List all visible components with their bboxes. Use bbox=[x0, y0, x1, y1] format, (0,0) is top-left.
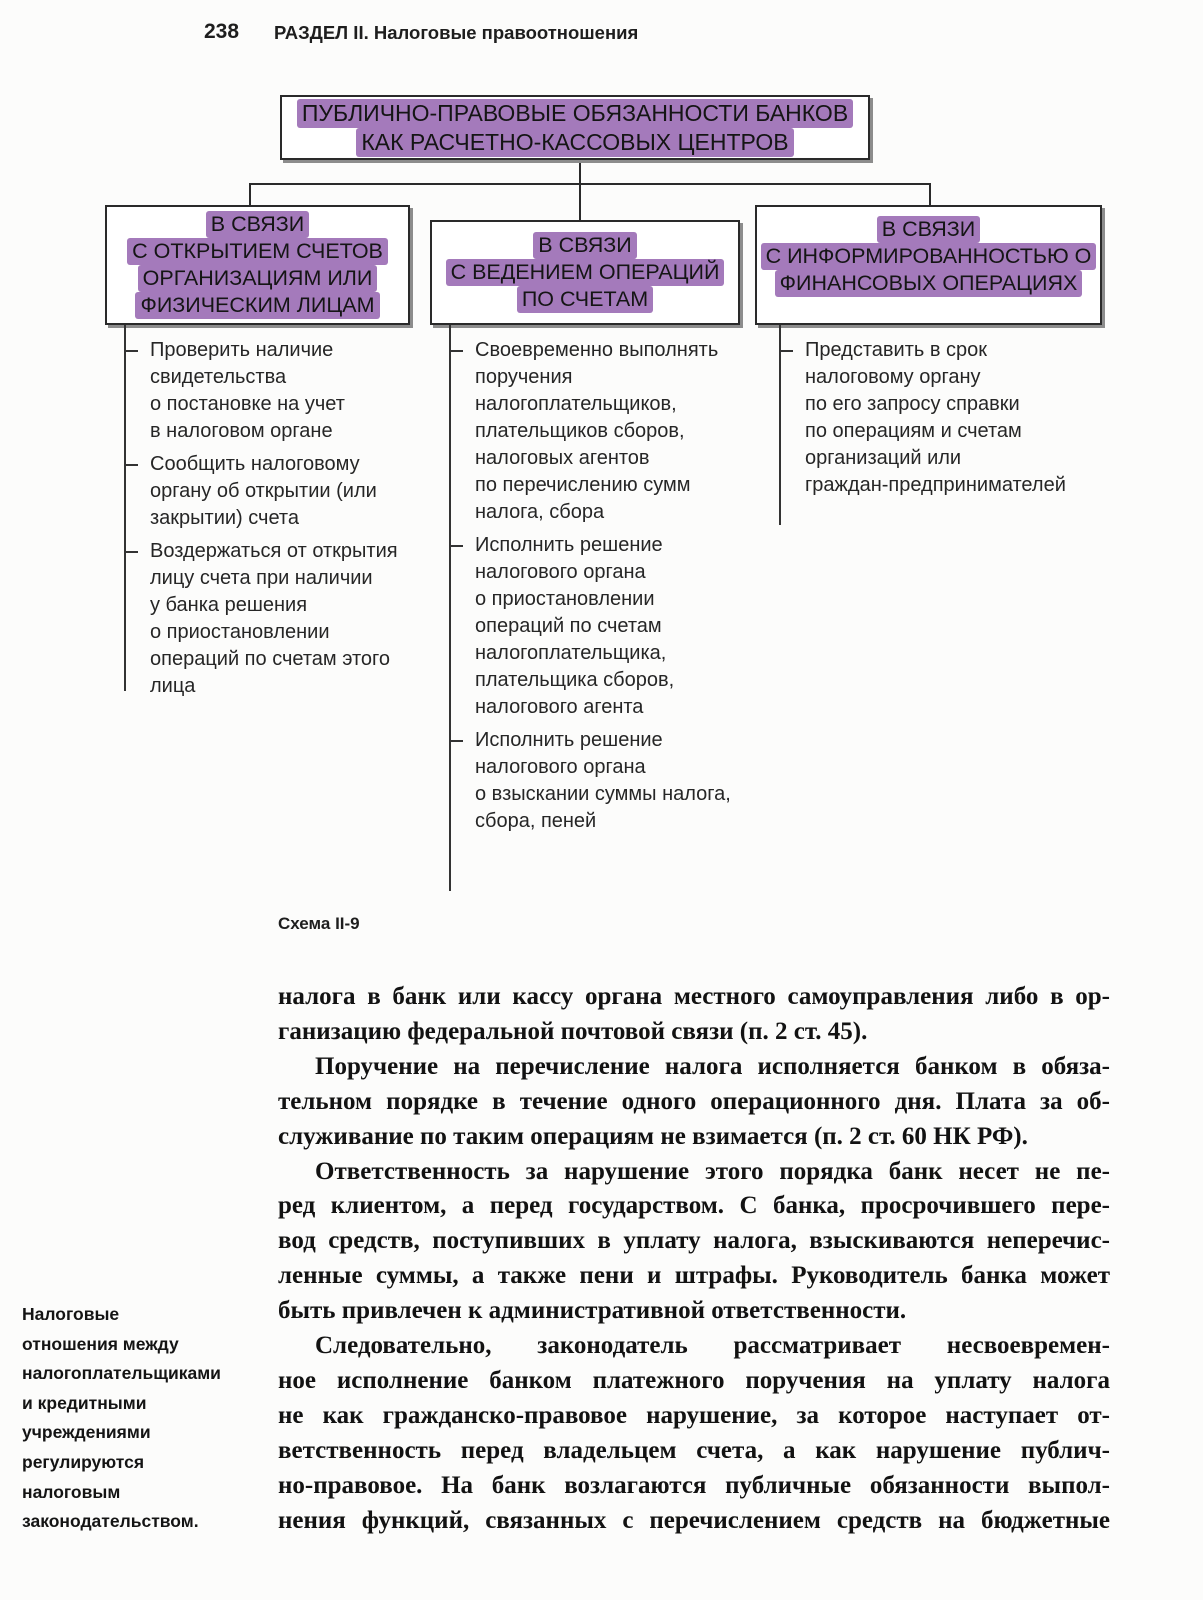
margin-note-line: регулируются bbox=[22, 1451, 145, 1472]
duty-item-line: плательщика сборов, bbox=[475, 669, 675, 691]
duty-item-line: поручения bbox=[475, 366, 573, 388]
body-text-line: ветственность перед владельцем счета, а как нарушение публич- bbox=[278, 1436, 1110, 1464]
duty-item-line: о приостановлении bbox=[475, 588, 655, 610]
body-text-line: ленные суммы, а также пени и штрафы. Руководитель банка может bbox=[278, 1262, 1110, 1290]
branch-box-account-operations bbox=[430, 220, 740, 325]
diagram-root-box bbox=[280, 95, 870, 160]
root-title-line: КАК РАСЧЕТНО-КАССОВЫХ ЦЕНТРОВ bbox=[356, 128, 793, 157]
duty-item-line: по его запросу справки bbox=[805, 393, 1020, 415]
duty-item-line: налоговому органу bbox=[805, 366, 981, 388]
item-dash bbox=[779, 350, 793, 352]
margin-note-line: Налоговые bbox=[22, 1304, 120, 1324]
body-text-line: Поручение на перечисление налога исполняется банком в обяза- bbox=[315, 1052, 1110, 1080]
duty-item-line: организаций или bbox=[805, 447, 962, 469]
duty-item-line: налогоплательщика, bbox=[475, 642, 667, 664]
diagram-caption: Схема II-9 bbox=[278, 914, 360, 933]
branch-title-line: В СВЯЗИ bbox=[877, 216, 980, 243]
branch-title-line: ПО СЧЕТАМ bbox=[517, 286, 653, 313]
duty-item-line: операций по счетам bbox=[475, 615, 662, 637]
duty-item-line: Воздержаться от открытия bbox=[150, 540, 398, 562]
body-text-line: не как гражданско-правовое нарушение, за которое наступает от- bbox=[278, 1401, 1110, 1429]
item-dash bbox=[449, 740, 463, 742]
duty-item-line: налоговых агентов bbox=[475, 447, 650, 469]
margin-note bbox=[22, 1300, 221, 1537]
duty-item-line: Исполнить решение bbox=[475, 534, 663, 556]
body-text-line: Следовательно, законодатель рассматривает несвоевремен- bbox=[315, 1332, 1110, 1360]
duty-item-line: свидетельства bbox=[150, 366, 287, 388]
duty-item-line: о постановке на учет bbox=[150, 393, 345, 415]
body-text-line: но-правовое. На банк возлагаются публичные обязанности выпол- bbox=[278, 1471, 1110, 1499]
item-dash bbox=[124, 551, 138, 553]
branch-title-line: ФИЗИЧЕСКИМ ЛИЦАМ bbox=[135, 292, 379, 319]
duty-item-line: у банка решения bbox=[150, 594, 308, 616]
branch-title-line: В СВЯЗИ bbox=[206, 211, 309, 238]
body-text-line: ганизацию федеральной почтовой связи (п. 2 ст. 45). bbox=[278, 1017, 868, 1045]
branch-title-line: С ВЕДЕНИЕМ ОПЕРАЦИЙ bbox=[446, 259, 725, 286]
duties-list-account-opening bbox=[124, 325, 398, 697]
branch-box-account-opening bbox=[105, 205, 410, 325]
branch-title-line: ОРГАНИЗАЦИЯМ ИЛИ bbox=[138, 265, 378, 292]
margin-note-line: налоговым bbox=[22, 1481, 121, 1502]
duty-item-line: Своевременно выполнять bbox=[475, 339, 719, 361]
item-dash bbox=[124, 350, 138, 352]
duty-item bbox=[126, 451, 398, 532]
duty-item-line: закрытии) счета bbox=[150, 507, 299, 529]
duty-item bbox=[451, 727, 731, 835]
duty-item bbox=[126, 337, 398, 445]
margin-note-line: учреждениями bbox=[22, 1422, 151, 1443]
body-text bbox=[278, 980, 1110, 1539]
duty-item bbox=[451, 337, 731, 526]
body-text-line: быть привлечен к административной ответственности. bbox=[278, 1297, 907, 1325]
duty-item-line: Проверить наличие bbox=[150, 339, 334, 361]
duty-item-line: о взыскании суммы налога, bbox=[475, 783, 731, 805]
duty-item-line: лица bbox=[150, 675, 196, 697]
duty-item-line: о приостановлении bbox=[150, 621, 330, 643]
duty-item-line: граждан-предпринимателей bbox=[805, 474, 1066, 496]
duties-list-account-operations bbox=[449, 325, 731, 891]
body-text-line: ное исполнение банком платежного поручения на уплату налога bbox=[278, 1366, 1110, 1394]
duty-item-line: Сообщить налоговому bbox=[150, 453, 360, 475]
body-text-line: нения функций, связанных с перечислением средств на бюджетные bbox=[278, 1506, 1110, 1534]
duty-item-line: Исполнить решение bbox=[475, 729, 663, 751]
margin-note-line: отношения между bbox=[22, 1333, 179, 1354]
duty-item bbox=[451, 532, 731, 721]
duty-item bbox=[781, 337, 1066, 499]
duty-item-line: Представить в срок bbox=[805, 339, 988, 361]
body-text-line: тельном порядке в течение одного операционного дня. Плата за об- bbox=[278, 1087, 1110, 1115]
body-text-line: ред клиентом, а перед государством. С банка, просрочившего пере- bbox=[278, 1192, 1110, 1220]
duty-item-line: налогоплательщиков, bbox=[475, 393, 677, 415]
body-text-line: служивание по таким операциям не взимается (п. 2 ст. 60 НК РФ). bbox=[278, 1122, 1028, 1150]
running-header-title: РАЗДЕЛ II. Налоговые правоотношения bbox=[274, 22, 639, 43]
duty-item-line: сбора, пеней bbox=[475, 810, 597, 832]
duties-list-information bbox=[779, 325, 1066, 525]
duty-item-line: налогового органа bbox=[475, 561, 646, 583]
page-number: 238 bbox=[204, 20, 240, 43]
margin-note-line: и кредитными bbox=[22, 1392, 147, 1413]
branch-title-line: В СВЯЗИ bbox=[533, 232, 636, 259]
duty-item bbox=[126, 538, 398, 700]
duty-item-line: по перечислению сумм bbox=[475, 474, 691, 496]
margin-note-line: налогоплательщиками bbox=[22, 1363, 221, 1384]
branch-title-line: С ИНФОРМИРОВАННОСТЬЮ О bbox=[761, 243, 1097, 270]
duty-item-line: налогового органа bbox=[475, 756, 646, 778]
item-dash bbox=[449, 350, 463, 352]
duty-item-line: органу об открытии (или bbox=[150, 480, 377, 502]
branch-title-line: ФИНАНСОВЫХ ОПЕРАЦИЯХ bbox=[775, 270, 1083, 297]
item-dash bbox=[124, 464, 138, 466]
duty-item-line: операций по счетам этого bbox=[150, 648, 391, 670]
margin-note-line: законодательством. bbox=[22, 1511, 199, 1532]
duty-item-line: налогового агента bbox=[475, 696, 644, 718]
item-dash bbox=[449, 545, 463, 547]
duty-item-line: в налоговом органе bbox=[150, 420, 333, 442]
branch-title-line: С ОТКРЫТИЕМ СЧЕТОВ bbox=[127, 238, 388, 265]
root-title-line: ПУБЛИЧНО-ПРАВОВЫЕ ОБЯЗАННОСТИ БАНКОВ bbox=[297, 99, 853, 128]
body-text-line: Ответственность за нарушение этого порядка банк несет не пе- bbox=[315, 1157, 1110, 1185]
branch-box-information bbox=[755, 205, 1102, 325]
duty-item-line: лицу счета при наличии bbox=[150, 567, 373, 589]
body-text-line: вод средств, поступивших в уплату налога, взыскиваются неперечис- bbox=[278, 1227, 1110, 1255]
body-text-line: налога в банк или кассу органа местного самоуправления либо в ор- bbox=[278, 983, 1110, 1010]
duty-item-line: плательщиков сборов, bbox=[475, 420, 685, 442]
duty-item-line: налога, сбора bbox=[475, 501, 605, 523]
duty-item-line: по операциям и счетам bbox=[805, 420, 1022, 442]
